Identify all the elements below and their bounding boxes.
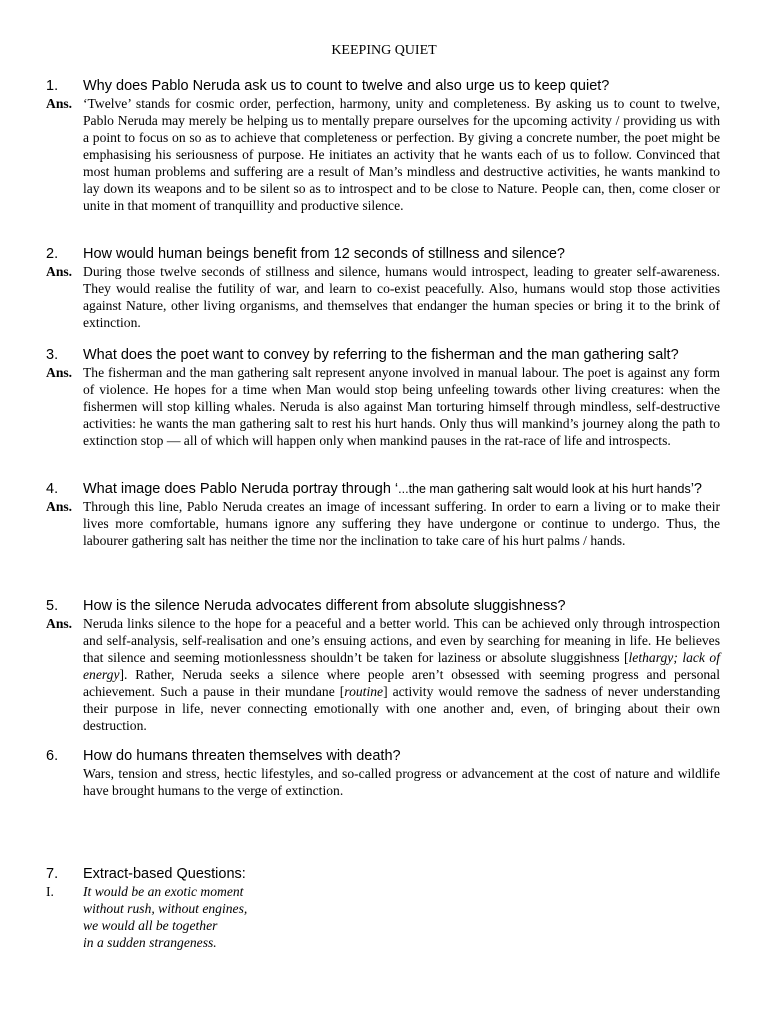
answer-2 (46, 263, 720, 331)
extract-1 (46, 883, 720, 951)
answer-5 (46, 615, 720, 734)
question-number: 3. (46, 347, 59, 363)
answer-italic-2: routine (344, 684, 384, 699)
extract-line: It would be an exotic moment (83, 884, 244, 899)
question-number: 1. (46, 78, 59, 94)
question-text (83, 480, 720, 498)
qa-block-3 (46, 346, 720, 449)
answer-label: Ans. (46, 499, 73, 514)
answer-text-part-2: ]. Rather, Neruda seeks a silence where people aren’t obsessed with seeming progress and personal achievement. Such a pause in their mundane [ (83, 667, 720, 699)
qa-block-4 (46, 480, 720, 549)
extract-roman-numeral: I. (46, 884, 54, 899)
question-text: How would human beings benefit from 12 seconds of stillness and silence? (83, 246, 565, 262)
question-6 (46, 747, 720, 765)
question-quote: ...the man gathering salt would look at his hurt hands (398, 482, 691, 496)
question-number: 4. (46, 481, 59, 497)
answer-label: Ans. (46, 96, 73, 111)
answer-text (83, 615, 720, 734)
answer-label (46, 765, 83, 799)
answer-4 (46, 498, 720, 549)
question-text-end: ’? (690, 481, 702, 497)
answer-label: Ans. (46, 365, 73, 380)
qa-block-6 (46, 747, 720, 799)
answer-text-part-3: ] activity would remove the sadness of never understanding their purpose in life, never connecting emotionally with one another and, even, of bringing about their own destruction. (83, 684, 720, 733)
qa-block-2 (46, 245, 720, 331)
question-7 (46, 865, 720, 883)
page-title: KEEPING QUIET (331, 43, 437, 58)
question-number: 6. (46, 748, 59, 764)
answer-text: Wars, tension and stress, hectic lifestyles, and so-called progress or advancement at the cost of nature and wildlife have brought humans to the verge of extinction. (83, 766, 720, 798)
question-text: What does the poet want to convey by referring to the fisherman and the man gathering salt? (83, 347, 679, 363)
question-4 (46, 480, 720, 498)
answer-1 (46, 95, 720, 214)
question-text: How is the silence Neruda advocates different from absolute sluggishness? (83, 598, 566, 614)
question-text: How do humans threaten themselves with death? (83, 748, 401, 764)
question-text-start: What image does Pablo Neruda portray through ‘ (83, 481, 399, 497)
question-number: 7. (46, 866, 59, 882)
answer-italic-1: lethargy; lack of energy (83, 650, 720, 682)
answer-label: Ans. (46, 616, 73, 631)
extract-line: we would all be together (83, 918, 218, 933)
extract-lines (83, 883, 247, 951)
question-3 (46, 346, 720, 364)
extract-line: in a sudden strangeness. (83, 935, 217, 950)
qa-block-5 (46, 597, 720, 734)
answer-text: Through this line, Pablo Neruda creates an image of incessant suffering. In order to earn a living or to make their lives more comfortable, humans ignore any suffering they have undergone or continue to undergo. Thus, the labourer gathering salt has neither the time nor the inclination to take care of his hurt palms / hands. (83, 499, 720, 548)
answer-3 (46, 364, 720, 449)
question-text: Why does Pablo Neruda ask us to count to twelve and also urge us to keep quiet? (83, 78, 610, 94)
answer-text: During those twelve seconds of stillness and silence, humans would introspect, leading to greater self-awareness. They would realise the futility of war, and learn to co-exist peacefully. Also, humans would stop those activities against Nature, other living organisms, and themselves that endanger the human species or bring it to the brink of extinction. (83, 264, 720, 330)
question-2 (46, 245, 720, 263)
answer-text: ‘Twelve’ stands for cosmic order, perfection, harmony, unity and completeness. By asking us to count to twelve, Pablo Neruda may merely be helping us to mentally prepare ourselves for the upcoming activity / providing us with a point to focus on so as to achieve that completeness or perfection. By giving a concrete number, the poet might be emphasising his seriousness of purpose. He initiates an activity that he wants each of us to follow. Convinced that most human problems and suffering are a result of Man’s mindless and destructive activities, he wants mankind to lay down its weapons and to be silent so as to introspect and to be close to Nature. People can, then, come closer or unite in that moment of tranquillity and productive silence. (83, 96, 720, 213)
answer-6 (46, 765, 720, 799)
qa-block-7 (46, 865, 720, 951)
question-5 (46, 597, 720, 615)
question-number: 5. (46, 598, 59, 614)
question-1 (46, 77, 720, 95)
question-number: 2. (46, 246, 59, 262)
answer-label: Ans. (46, 264, 73, 279)
question-text: Extract-based Questions: (83, 866, 246, 882)
extract-line: without rush, without engines, (83, 901, 248, 916)
answer-text: The fisherman and the man gathering salt represent anyone involved in manual labour. The poet is against any form of violence. He hopes for a time when Man would stop being unfeeling towards other living creatures: when the fishermen will stop killing whales. Neruda is also against Man torturing himself through mindless, self-destructive activities: he wants the man gathering salt to rest his hurt hands. Only thus will mankind’s journey along the path to extinction stop — all of which will happen only when mankind pauses in the rat-race of life and introspects. (83, 365, 720, 448)
qa-block-1 (46, 77, 720, 214)
answer-text-part-1: Neruda links silence to the hope for a peaceful and a better world. This can be achieved only through introspection and self-analysis, self-realisation and one’s ensuing actions, and even by searching for meaning in life. He believes that silence and seeming motionlessness shouldn’t be taken for laziness or absolute sluggishness [ (83, 616, 720, 665)
